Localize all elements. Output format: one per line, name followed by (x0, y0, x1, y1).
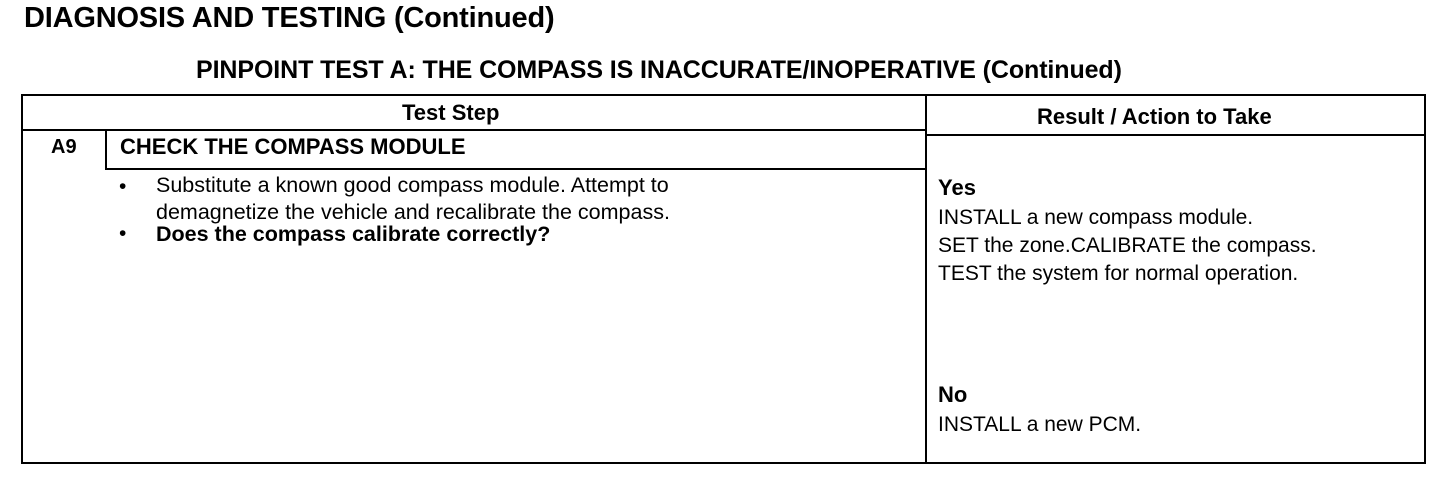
left-header-divider (23, 129, 926, 131)
step-id-divider (105, 130, 107, 169)
result-action-header: Result / Action to Take (1037, 104, 1272, 129)
yes-action-2: SET the zone.CALIBRATE the compass. (938, 234, 1317, 257)
pinpoint-test-title: PINPOINT TEST A: THE COMPASS IS INACCURATE/INOPERATIVE (Continued) (196, 56, 1122, 84)
right-header-divider (926, 134, 1426, 136)
step-instruction-line-1: Substitute a known good compass module. Attempt to (156, 173, 669, 197)
bullet-dot-icon: • (119, 175, 127, 198)
bullet-dot-icon: • (119, 222, 127, 245)
no-result-label: No (938, 382, 968, 407)
column-divider (925, 96, 927, 462)
yes-action-1: INSTALL a new compass module. (938, 206, 1254, 229)
step-title-divider (105, 168, 926, 170)
step-title: CHECK THE COMPASS MODULE (120, 134, 466, 159)
yes-result-label: Yes (938, 175, 976, 200)
step-id: A9 (51, 136, 77, 158)
step-instruction-line-2: demagnetize the vehicle and recalibrate the compass. (156, 200, 670, 224)
diagnostic-table (21, 94, 1426, 464)
page-heading: DIAGNOSIS AND TESTING (Continued) (24, 2, 555, 34)
test-step-header: Test Step (402, 100, 500, 125)
step-question: Does the compass calibrate correctly? (156, 222, 551, 246)
yes-action-3: TEST the system for normal operation. (938, 262, 1299, 285)
no-action-1: INSTALL a new PCM. (938, 413, 1142, 436)
